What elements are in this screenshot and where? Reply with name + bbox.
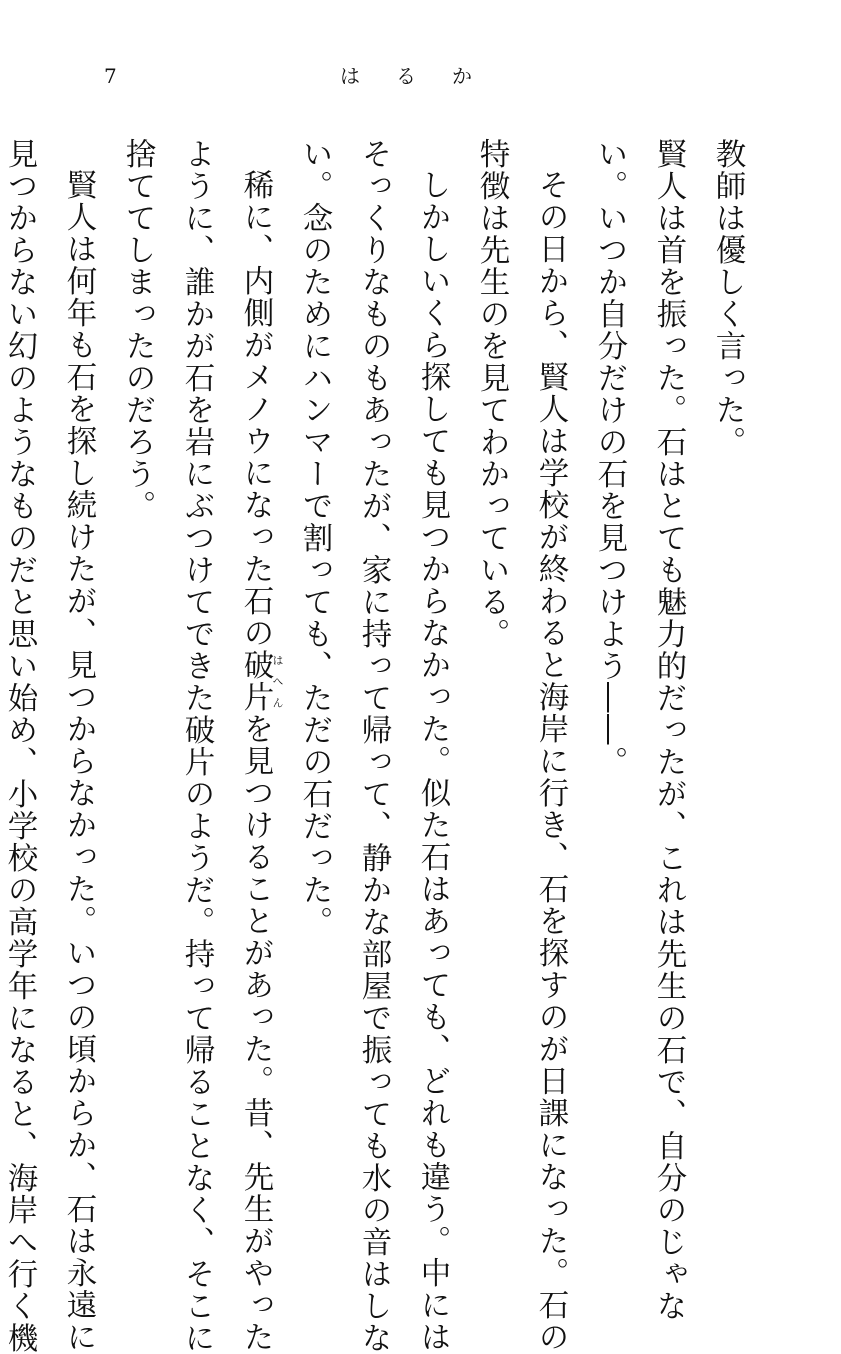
ruby-reading: はへん — [271, 648, 284, 713]
text-line: 特徴は先生のを見てわかっている。 — [474, 138, 509, 650]
text-line: ように、誰かが石を岩にぶつけてできた破片のようだ。持って帰ることなく、そこに — [179, 138, 214, 1354]
text-line: 見つからない幻のようなものだと思い始め、小学校の高学年になると、海岸へ行く機 — [2, 138, 37, 1354]
text-line: その日から、賢人は学校が終わると海岸に行き、石を探すのが日課になった。石の — [533, 168, 568, 1353]
text-segment: を見つけることがあった。昔、先生がやった — [238, 712, 273, 1353]
text-line — [226, 138, 285, 1353]
text-line: い。念のためにハンマーで割っても、ただの石だった。 — [297, 138, 332, 938]
text-line: 捨ててしまったのだろう。 — [120, 138, 155, 522]
text-line: 賢人は首を振った。石はとても魅力的だったが、これは先生の石で、自分のじゃな — [651, 138, 686, 1322]
body-text — [0, 138, 757, 1354]
text-segment: 稀に、内側がメノウになった石の — [238, 168, 273, 649]
text-line: しかしいくら探しても見つからなかった。似た石はあっても、どれも違う。中には — [415, 168, 450, 1353]
furigana — [238, 648, 284, 713]
page-number: 7 — [104, 64, 117, 88]
text-line: 賢人は何年も石を探し続けたが、見つからなかった。いつの頃からか、石は永遠に — [61, 168, 96, 1353]
ruby-base: 破片 — [238, 648, 273, 713]
text-line: 教師は優しく言った。 — [710, 138, 745, 458]
text-line: い。いつか自分だけの石を見つけよう――。 — [592, 138, 627, 778]
text-line: そっくりなものもあったが、家に持って帰って、静かな部屋で振っても水の音はしな — [356, 138, 391, 1354]
running-title: はるか — [340, 64, 508, 88]
